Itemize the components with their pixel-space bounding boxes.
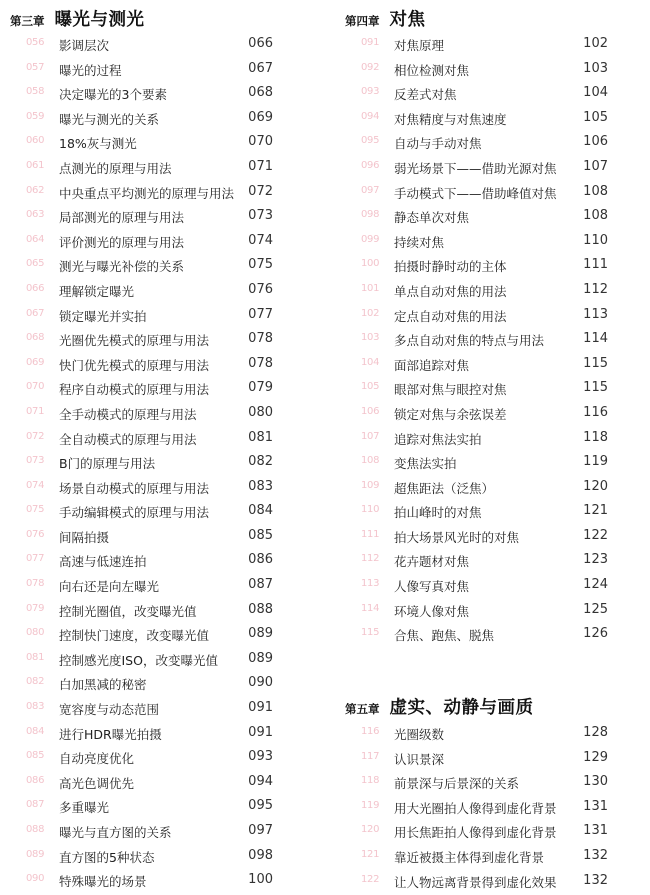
entry-title: 全自动模式的原理与用法 — [59, 431, 197, 447]
entry-title: 静态单次对焦 — [394, 210, 470, 226]
chapter-3-entries — [10, 34, 278, 895]
entry-title: 点测光的原理与用法 — [59, 160, 172, 176]
toc-entry[interactable] — [345, 157, 613, 182]
toc-entry[interactable] — [345, 83, 613, 108]
entry-number: 119 — [361, 799, 380, 811]
entry-number: 070 — [26, 381, 45, 393]
entry-page-number: 125 — [583, 601, 608, 617]
entry-page-number: 121 — [583, 503, 608, 519]
toc-entry[interactable] — [345, 600, 613, 625]
entry-number: 063 — [26, 209, 45, 221]
toc-entry[interactable] — [10, 747, 278, 772]
entry-number: 114 — [361, 602, 380, 614]
entry-title: 环境人像对焦 — [394, 603, 470, 619]
entry-page-number: 124 — [583, 577, 608, 593]
toc-entry[interactable] — [10, 772, 278, 797]
entry-title: 间隔拍摄 — [59, 529, 110, 545]
entry-page-number: 088 — [248, 601, 273, 617]
entry-page-number: 086 — [248, 552, 273, 568]
entry-number: 090 — [26, 873, 45, 885]
toc-entry[interactable] — [345, 871, 613, 895]
toc-entry[interactable] — [10, 624, 278, 649]
toc-entry[interactable] — [345, 452, 613, 477]
toc-entry[interactable] — [10, 34, 278, 59]
entry-number: 091 — [361, 37, 380, 48]
entry-page-number: 097 — [248, 823, 273, 838]
entry-title: 特殊曝光的场景 — [59, 874, 147, 890]
entry-title: B门的原理与用法 — [59, 456, 156, 472]
entry-title: 多重曝光 — [59, 800, 110, 816]
entry-title: 花卉题材对焦 — [394, 554, 470, 570]
entry-page-number: 131 — [583, 823, 608, 839]
entry-page-number: 118 — [583, 429, 608, 445]
entry-number: 109 — [361, 479, 380, 491]
entry-number: 062 — [26, 184, 45, 196]
entry-number: 101 — [361, 282, 380, 294]
entry-title: 控制感光度ISO，改变曝光值 — [59, 652, 218, 668]
toc-entry[interactable] — [10, 526, 278, 551]
entry-page-number: 100 — [248, 872, 273, 888]
entry-number: 073 — [26, 455, 45, 467]
entry-title: 拍摄时静时动的主体 — [394, 259, 507, 275]
entry-number: 064 — [26, 233, 45, 245]
entry-page-number: 077 — [248, 306, 273, 322]
entry-page-number: 123 — [583, 552, 608, 568]
toc-entry[interactable] — [10, 698, 278, 723]
entry-title: 高速与低速连拍 — [59, 554, 147, 570]
entry-title: 程序自动模式的原理与用法 — [59, 382, 210, 398]
toc-entry[interactable] — [345, 723, 613, 748]
entry-title: 人像写真对焦 — [394, 579, 470, 595]
toc-entry[interactable] — [345, 846, 613, 871]
toc-entry[interactable] — [345, 182, 613, 207]
toc-entry[interactable] — [10, 477, 278, 502]
entry-page-number: 083 — [248, 478, 273, 494]
entry-title: 光圈优先模式的原理与用法 — [59, 333, 210, 349]
entry-page-number: 106 — [583, 134, 608, 150]
entry-title: 评价测光的原理与用法 — [59, 234, 185, 250]
entry-number: 110 — [361, 504, 380, 516]
entry-title: 用长焦距拍人像得到虚化背景 — [394, 825, 557, 841]
entry-title: 白加黑减的秘密 — [59, 677, 147, 693]
entry-title: 单点自动对焦的用法 — [394, 283, 507, 299]
toc-entry[interactable] — [10, 206, 278, 231]
toc-entry[interactable] — [345, 231, 613, 256]
entry-page-number: 079 — [248, 380, 273, 396]
toc-entry[interactable] — [10, 354, 278, 379]
entry-number: 061 — [26, 159, 45, 171]
toc-entry[interactable] — [345, 329, 613, 354]
chapter-5-heading — [345, 694, 534, 719]
entry-number: 086 — [26, 774, 45, 786]
entry-title: 测光与曝光补偿的关系 — [59, 259, 185, 275]
toc-entry[interactable] — [10, 182, 278, 207]
toc-entry[interactable] — [345, 772, 613, 797]
toc-entry[interactable] — [345, 428, 613, 453]
entry-number: 078 — [26, 578, 45, 590]
entry-title: 快门优先模式的原理与用法 — [59, 357, 210, 373]
toc-entry[interactable] — [10, 403, 278, 428]
toc-entry[interactable] — [345, 477, 613, 502]
entry-title: 多点自动对焦的特点与用法 — [394, 333, 545, 349]
entry-number: 108 — [361, 455, 380, 467]
entry-title: 手动编辑模式的原理与用法 — [59, 505, 210, 521]
entry-number: 071 — [26, 405, 45, 417]
entry-title: 中央重点平均测光的原理与用法 — [59, 185, 235, 201]
toc-entry[interactable] — [10, 673, 278, 698]
toc-entry[interactable] — [345, 748, 613, 773]
entry-number: 122 — [361, 873, 380, 885]
entry-number: 116 — [361, 726, 380, 737]
entry-number: 112 — [361, 553, 380, 565]
entry-page-number: 112 — [583, 281, 608, 297]
entry-page-number: 105 — [583, 109, 608, 125]
entry-title: 进行HDR曝光拍摄 — [59, 726, 162, 742]
chapter-5-entries — [345, 723, 613, 895]
entry-title: 光圈级数 — [394, 727, 445, 742]
chapter-3-heading — [10, 6, 145, 31]
entry-page-number: 089 — [248, 626, 273, 642]
entry-number: 057 — [26, 61, 45, 73]
entry-page-number: 076 — [248, 281, 273, 297]
entry-page-number: 120 — [583, 478, 608, 494]
entry-number: 068 — [26, 332, 45, 344]
entry-title: 反差式对焦 — [394, 87, 457, 103]
entry-page-number: 078 — [248, 355, 273, 371]
entry-page-number: 107 — [583, 158, 608, 174]
entry-title: 面部追踪对焦 — [394, 357, 470, 373]
entry-page-number: 122 — [583, 527, 608, 543]
entry-title: 曝光与测光的关系 — [59, 111, 160, 127]
toc-entry[interactable] — [10, 231, 278, 256]
entry-number: 094 — [361, 110, 380, 122]
entry-page-number: 073 — [248, 208, 273, 224]
entry-number: 085 — [26, 750, 45, 762]
toc-entry[interactable] — [10, 821, 278, 846]
toc-entry[interactable] — [345, 624, 613, 649]
entry-number: 084 — [26, 725, 45, 737]
entry-page-number: 119 — [583, 454, 608, 470]
entry-page-number: 087 — [248, 577, 273, 593]
entry-title: 对焦精度与对焦速度 — [394, 111, 507, 127]
entry-page-number: 089 — [248, 650, 273, 666]
toc-entry[interactable] — [10, 870, 278, 895]
entry-number: 096 — [361, 159, 380, 171]
entry-page-number: 116 — [583, 404, 608, 420]
entry-page-number: 110 — [583, 232, 608, 248]
entry-page-number: 111 — [583, 257, 608, 273]
toc-entry[interactable] — [345, 132, 613, 157]
entry-title: 眼部对焦与眼控对焦 — [394, 382, 507, 398]
entry-page-number: 128 — [583, 725, 608, 740]
toc-entry[interactable] — [10, 378, 278, 403]
entry-number: 059 — [26, 110, 45, 122]
entry-title: 控制光圈值，改变曝光值 — [59, 603, 197, 619]
entry-number: 069 — [26, 356, 45, 368]
entry-page-number: 070 — [248, 134, 273, 150]
entry-number: 087 — [26, 799, 45, 811]
entry-title: 前景深与后景深的关系 — [394, 776, 520, 792]
toc-entry[interactable] — [10, 132, 278, 157]
entry-number: 117 — [361, 750, 380, 762]
entry-title: 拍大场景风光时的对焦 — [394, 529, 520, 545]
entry-number: 079 — [26, 602, 45, 614]
entry-number: 075 — [26, 504, 45, 516]
entry-page-number: 069 — [248, 109, 273, 125]
entry-title: 拍山峰时的对焦 — [394, 505, 482, 521]
toc-entry[interactable] — [10, 157, 278, 182]
entry-title: 18%灰与测光 — [59, 136, 137, 152]
toc-entry[interactable] — [345, 501, 613, 526]
entry-number: 072 — [26, 430, 45, 442]
entry-page-number: 114 — [583, 331, 608, 347]
entry-number: 100 — [361, 258, 380, 270]
entry-title: 相位检测对焦 — [394, 62, 470, 78]
entry-page-number: 094 — [248, 773, 273, 789]
toc-entry[interactable] — [345, 354, 613, 379]
entry-page-number: 132 — [583, 872, 608, 888]
entry-number: 058 — [26, 86, 45, 98]
entry-number: 067 — [26, 307, 45, 319]
entry-page-number: 102 — [583, 36, 608, 51]
entry-number: 082 — [26, 676, 45, 688]
entry-title: 用大光圈拍人像得到虚化背景 — [394, 800, 557, 816]
entry-number: 056 — [26, 37, 45, 48]
toc-entry[interactable] — [345, 206, 613, 231]
entry-title: 锁定对焦与余弦误差 — [394, 406, 507, 422]
entry-title: 全手动模式的原理与用法 — [59, 406, 197, 422]
toc-entry[interactable] — [345, 526, 613, 551]
entry-page-number: 084 — [248, 503, 273, 519]
entry-page-number: 113 — [583, 306, 608, 322]
toc-entry[interactable] — [10, 280, 278, 305]
entry-title: 定点自动对焦的用法 — [394, 308, 507, 324]
entry-number: 093 — [361, 86, 380, 98]
entry-page-number: 104 — [583, 85, 608, 101]
entry-title: 对焦原理 — [394, 38, 445, 53]
entry-page-number: 067 — [248, 60, 273, 76]
toc-entry[interactable] — [10, 255, 278, 280]
toc-entry[interactable] — [345, 34, 613, 59]
entry-page-number: 108 — [583, 208, 608, 224]
entry-number: 103 — [361, 332, 380, 344]
entry-number: 083 — [26, 701, 45, 713]
entry-page-number: 103 — [583, 60, 608, 76]
entry-number: 060 — [26, 135, 45, 147]
toc-entry[interactable] — [10, 796, 278, 821]
entry-page-number: 075 — [248, 257, 273, 273]
entry-number: 104 — [361, 356, 380, 368]
entry-number: 105 — [361, 381, 380, 393]
entry-page-number: 131 — [583, 798, 608, 814]
entry-number: 076 — [26, 528, 45, 540]
entry-number: 107 — [361, 430, 380, 442]
entry-number: 121 — [361, 848, 380, 860]
entry-title: 局部测光的原理与用法 — [59, 210, 185, 226]
entry-title: 理解锁定曝光 — [59, 283, 135, 299]
entry-title: 手动模式下——借助峰值对焦 — [394, 185, 557, 201]
entry-page-number: 095 — [248, 798, 273, 814]
chapter-label: 第五章 — [345, 702, 380, 716]
entry-page-number: 115 — [583, 380, 608, 396]
entry-page-number: 080 — [248, 404, 273, 420]
toc-entry[interactable] — [345, 575, 613, 600]
entry-number: 106 — [361, 405, 380, 417]
entry-title: 弱光场景下——借助光源对焦 — [394, 160, 557, 176]
toc-entry[interactable] — [345, 255, 613, 280]
entry-title: 让人物远离背景得到虚化效果 — [394, 874, 557, 890]
entry-number: 095 — [361, 135, 380, 147]
toc-entry[interactable] — [10, 108, 278, 133]
entry-title: 决定曝光的3个要素 — [59, 87, 167, 103]
chapter-label: 第四章 — [345, 14, 380, 28]
entry-page-number: 108 — [583, 183, 608, 199]
chapter-title: 对焦 — [389, 10, 426, 30]
entry-number: 120 — [361, 824, 380, 836]
entry-title: 向右还是向左曝光 — [59, 579, 160, 595]
entry-number: 102 — [361, 307, 380, 319]
toc-entry[interactable] — [10, 428, 278, 453]
entry-page-number: 072 — [248, 183, 273, 199]
chapter-4-entries — [345, 34, 613, 649]
entry-title: 控制快门速度，改变曝光值 — [59, 628, 210, 644]
entry-page-number: 078 — [248, 331, 273, 347]
entry-title: 靠近被摄主体得到虚化背景 — [394, 849, 545, 865]
entry-number: 099 — [361, 233, 380, 245]
toc-entry[interactable] — [10, 83, 278, 108]
entry-page-number: 093 — [248, 749, 273, 765]
toc-entry[interactable] — [10, 550, 278, 575]
toc-entry[interactable] — [345, 403, 613, 428]
entry-number: 074 — [26, 479, 45, 491]
entry-page-number: 071 — [248, 158, 273, 174]
toc-entry[interactable] — [345, 797, 613, 822]
toc-entry[interactable] — [345, 821, 613, 846]
entry-title: 场景自动模式的原理与用法 — [59, 480, 210, 496]
entry-title: 影调层次 — [59, 38, 110, 53]
toc-entry[interactable] — [345, 550, 613, 575]
toc-entry[interactable] — [10, 600, 278, 625]
entry-page-number: 074 — [248, 232, 273, 248]
toc-entry[interactable] — [345, 59, 613, 84]
entry-title: 高光色调优先 — [59, 775, 135, 791]
toc-entry[interactable] — [10, 501, 278, 526]
entry-number: 088 — [26, 824, 45, 835]
entry-title: 曝光的过程 — [59, 62, 122, 78]
entry-title: 合焦、跑焦、脱焦 — [394, 628, 495, 644]
toc-entry[interactable] — [345, 108, 613, 133]
entry-number: 097 — [361, 184, 380, 196]
toc-entry[interactable] — [10, 575, 278, 600]
entry-title: 自动与手动对焦 — [394, 136, 482, 152]
entry-page-number: 085 — [248, 527, 273, 543]
entry-page-number: 132 — [583, 847, 608, 863]
entry-number: 077 — [26, 553, 45, 565]
entry-title: 曝光与直方图的关系 — [59, 825, 172, 840]
entry-title: 直方图的5种状态 — [59, 849, 155, 865]
entry-page-number: 090 — [248, 675, 273, 691]
entry-page-number: 081 — [248, 429, 273, 445]
entry-title: 宽容度与动态范围 — [59, 702, 160, 718]
entry-page-number: 068 — [248, 85, 273, 101]
toc-entry[interactable] — [10, 723, 278, 748]
entry-number: 111 — [361, 528, 380, 540]
entry-number: 098 — [361, 209, 380, 221]
entry-page-number: 115 — [583, 355, 608, 371]
entry-page-number: 098 — [248, 847, 273, 863]
chapter-title: 虚实、动静与画质 — [389, 698, 534, 718]
toc-entry[interactable] — [345, 378, 613, 403]
entry-page-number: 126 — [583, 626, 608, 642]
entry-title: 变焦法实拍 — [394, 456, 457, 472]
entry-title: 锁定曝光并实拍 — [59, 308, 147, 324]
entry-page-number: 091 — [248, 700, 273, 716]
entry-number: 089 — [26, 848, 45, 860]
entry-title: 持续对焦 — [394, 234, 445, 250]
chapter-label: 第三章 — [10, 14, 45, 28]
entry-title: 超焦距法（泛焦） — [394, 480, 495, 496]
entry-page-number: 130 — [583, 774, 608, 790]
chapter-title: 曝光与测光 — [54, 10, 145, 30]
entry-page-number: 129 — [583, 749, 608, 765]
entry-title: 认识景深 — [394, 751, 445, 767]
chapter-4-heading — [345, 6, 426, 31]
toc-entry[interactable] — [10, 329, 278, 354]
entry-title: 自动亮度优化 — [59, 751, 135, 767]
entry-number: 081 — [26, 651, 45, 663]
entry-title: 追踪对焦法实拍 — [394, 431, 482, 447]
entry-number: 092 — [361, 61, 380, 73]
entry-number: 066 — [26, 282, 45, 294]
entry-number: 118 — [361, 775, 380, 787]
toc-entry[interactable] — [10, 452, 278, 477]
entry-page-number: 082 — [248, 454, 273, 470]
toc-entry[interactable] — [10, 59, 278, 84]
toc-entry[interactable] — [10, 305, 278, 330]
entry-page-number: 091 — [248, 724, 273, 740]
entry-number: 115 — [361, 627, 380, 639]
entry-number: 065 — [26, 258, 45, 270]
toc-entry[interactable] — [10, 846, 278, 871]
entry-number: 080 — [26, 627, 45, 639]
entry-number: 113 — [361, 578, 380, 590]
toc-entry[interactable] — [345, 280, 613, 305]
toc-entry[interactable] — [10, 649, 278, 674]
entry-page-number: 066 — [248, 36, 273, 51]
toc-entry[interactable] — [345, 305, 613, 330]
